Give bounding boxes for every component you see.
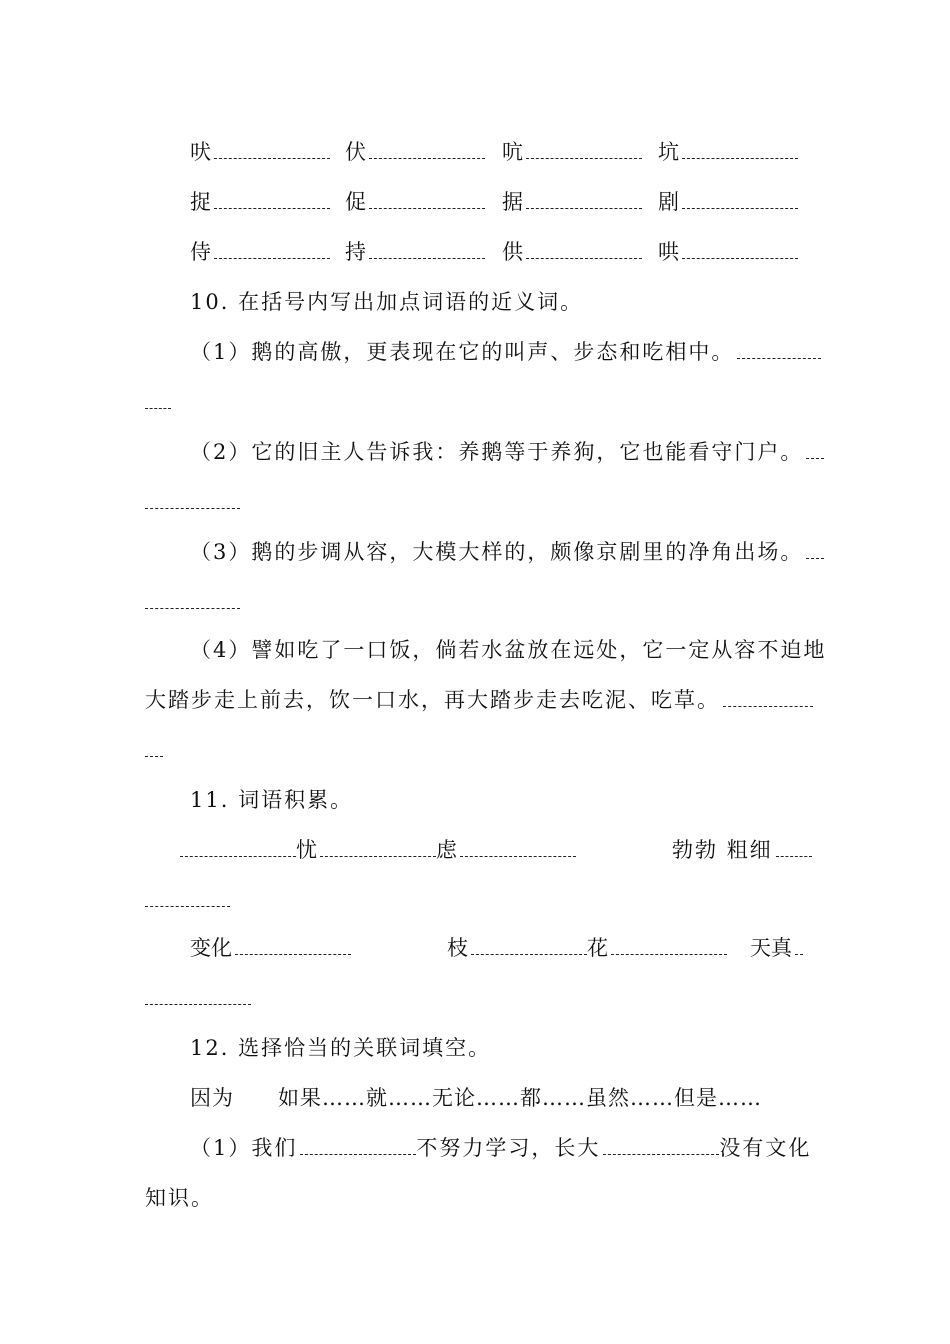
answer-blank[interactable] [320,840,436,857]
q10-item-2-cont [145,488,240,516]
answer-blank[interactable] [145,492,240,509]
sentence-part: 不努力学习，长大 [416,1136,601,1160]
grid-char: 吭 [502,140,523,164]
q10-item-text: （1）鹅的高傲，更表现在它的叫声、步态和吃相中。 [190,340,735,364]
answer-blank[interactable] [235,938,351,955]
word: 天真 [750,936,792,960]
grid-char: 伏 [345,140,366,164]
answer-blank[interactable] [300,1138,416,1155]
answer-blank[interactable] [369,242,485,259]
answer-blank[interactable] [737,342,821,359]
answer-blank[interactable] [460,840,576,857]
grid-char: 吠 [190,140,211,164]
answer-blank[interactable] [145,890,230,907]
q10-item-text: （3）鹅的步调从容，大模大样的，颇像京剧里的净角出场。 [190,540,804,564]
q10-item-3-cont [145,588,240,616]
q11-row2-item3 [750,934,803,962]
grid-char: 捉 [190,190,211,214]
q10-item-text: 大踏步走上前去，饮一口水，再大踏步走去吃泥、吃草。 [145,688,720,712]
answer-blank[interactable] [526,192,642,209]
q10-item-4-cont [145,736,163,764]
grid-item [502,188,642,216]
word-char: 忧 [296,838,317,862]
answer-blank[interactable] [603,1138,719,1155]
answer-blank[interactable] [526,142,642,159]
grid-item [190,188,330,216]
q12-options: 因为 如果……就……无论……都……虽然……但是…… [190,1086,762,1110]
answer-blank[interactable] [145,392,171,409]
grid-item [190,138,330,166]
word-char: 虑 [436,838,457,862]
answer-blank[interactable] [682,242,798,259]
answer-blank[interactable] [723,690,813,707]
q10-item-1-cont [145,388,171,416]
answer-blank[interactable] [145,988,251,1005]
answer-blank[interactable] [145,740,163,757]
answer-blank[interactable] [806,542,824,559]
answer-blank[interactable] [682,142,798,159]
q10-item-2 [190,438,824,466]
grid-item [658,188,798,216]
answer-blank[interactable] [369,192,485,209]
q11-row1-group1 [180,836,576,864]
q10-item-4: （4）譬如吃了一口饭，倘若水盆放在远处，它一定从容不迫地 [190,638,827,662]
q11-row2-item2 [447,934,727,962]
answer-blank[interactable] [526,242,642,259]
word: 变化 [190,936,232,960]
answer-blank[interactable] [471,938,587,955]
grid-char: 侍 [190,240,211,264]
grid-char: 持 [345,240,366,264]
q10-heading: 10. 在括号内写出加点词语的近义词。 [190,290,584,314]
word: 粗细 [726,838,773,862]
word-char: 花 [587,936,608,960]
answer-blank[interactable] [806,442,824,459]
answer-blank[interactable] [611,938,727,955]
grid-item [345,138,485,166]
q11-heading: 11. 词语积累。 [190,788,354,812]
sentence-part: （1）我们 [190,1136,298,1160]
q10-item-4-line2 [145,686,813,714]
grid-char: 供 [502,240,523,264]
sentence-part: 没有文化 [719,1136,812,1160]
word-char: 枝 [447,936,468,960]
q12-sentence-1 [190,1134,811,1162]
answer-blank[interactable] [214,242,330,259]
answer-blank[interactable] [145,592,240,609]
answer-blank[interactable] [214,142,330,159]
q12-heading: 12. 选择恰当的关联词填空。 [190,1036,492,1060]
answer-blank[interactable] [776,840,812,857]
grid-char: 促 [345,190,366,214]
q12-sentence-1-cont: 知识。 [145,1186,214,1210]
answer-blank[interactable] [214,192,330,209]
grid-char: 坑 [658,140,679,164]
grid-item [658,138,798,166]
answer-blank[interactable] [682,192,798,209]
q11-row1-group2 [672,836,812,864]
q10-item-text: （2）它的旧主人告诉我：养鹅等于养狗，它也能看守门户。 [190,440,804,464]
grid-char: 哄 [658,240,679,264]
answer-blank[interactable] [795,938,803,955]
grid-item [658,238,798,266]
q11-row1-cont [145,886,230,914]
q10-item-1 [190,338,821,366]
answer-blank[interactable] [180,840,296,857]
grid-item [190,238,330,266]
grid-char: 据 [502,190,523,214]
q10-item-3 [190,538,824,566]
grid-item [345,238,485,266]
grid-item [502,238,642,266]
grid-char: 剧 [658,190,679,214]
grid-item [345,188,485,216]
word: 勃勃 [672,838,718,862]
q11-row2-cont [145,984,251,1012]
answer-blank[interactable] [369,142,485,159]
q11-row2-item1 [190,934,351,962]
grid-item [502,138,642,166]
